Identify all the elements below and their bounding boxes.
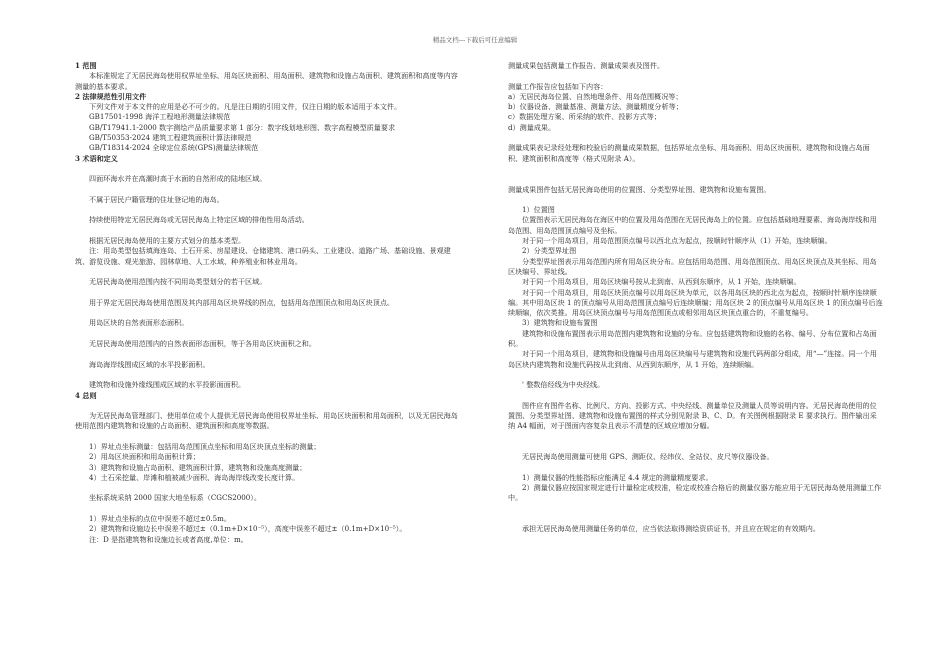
paragraph: 对于同一个用岛项目，建筑物和设施编号由用岛区块编号与建筑物和设施代码两部分组成，用“—”连接。同一个用岛区块内建筑物和设施代码按从北到南、从西到东顺序，从 1 开始，连续顺编。 [508, 349, 877, 369]
section-heading: 3 术语和定义 [75, 153, 118, 163]
paragraph: 承担无居民海岛使用测量任务的单位，应当依法取得测绘资质证书，并且应在规定的有效期内。 [522, 524, 820, 534]
paragraph: GB/T17941.1-2000 数字测绘产品质量要求第 1 部分：数字线划地形图、数字高程模型质量要求 [89, 122, 396, 132]
paragraph: 3）建筑物和设施布置图 [522, 318, 598, 328]
spacer [75, 401, 463, 411]
spacer [75, 483, 463, 493]
paragraph: 位置图表示无居民海岛在海区中的位置及用岛范围在无居民海岛上的位置。应包括基础地理要素、海岛海岸线和用岛范围、用岛范围顶点编号及坐标。 [508, 215, 877, 235]
spacer [508, 370, 883, 380]
paragraph: 本标准规定了无居民海岛使用权界址坐标、用岛区块面积、用岛面积、建筑物和设施占岛面积、建筑面积和高度等内容测量的基本要求。 [75, 71, 458, 91]
spacer [508, 463, 883, 473]
spacer [75, 349, 463, 359]
paragraph: 建筑物和设施外缘线围成区域的水平投影面面积。 [89, 380, 246, 390]
spacer [508, 391, 883, 401]
paragraph: 根据无居民海岛使用的主要方式划分的基本类型。 [89, 236, 246, 246]
paragraph: 对于同一个用岛项目，用岛区块顶点编号以用岛区块为单元，以各用岛区块的西北点为起点，按顺时针顺序连续顺编。其中用岛区块 1 的顶点编号从用岛范围顶点编号后连续顺编；用岛区块 2 的顶点编号从用岛区块 1 的顶点编号后连续顺编，依次类推。用岛区块顶点编号与用岛范围顶点或相邻用岛区块顶点重合的，不重复编号。 [508, 287, 883, 318]
paragraph: 注：用岛类型包括填海连岛、土石开采、房屋建设、仓储建筑、港口码头、工业建设、道路广场、基础设施、景观建筑、游览设施、观光旅游、园林草地、人工水域、种养殖业和林业用岛。 [75, 246, 451, 266]
paragraph: 图件应有图件名称、比例尺、方向、投影方式、中央经线、测量单位及测量人员等说明内容。无居民海岛使用的位置图、分类型界址图、建筑物和设施布置图的样式分别见附录 B、C、D。有关图例根据附录 E 要求执行。图件输出采纳 A4 幅面，对于图面内容复杂且表示不清楚的区域应增加分幅。 [508, 400, 877, 431]
paragraph: 无居民海岛使用范围内按不同用岛类型划分的若干区域。 [89, 277, 267, 287]
spacer [508, 195, 883, 205]
paragraph: 无居民海岛使用范围内的自然表面形态面积，等于各用岛区块面积之和。 [89, 339, 316, 349]
spacer [75, 504, 463, 514]
spacer [75, 226, 463, 236]
spacer [75, 370, 463, 380]
paragraph: 测量工作报告应包括如下内容： [508, 81, 608, 91]
paragraph: 2）用岛区块面积和用岛面积计算； [89, 452, 200, 462]
paragraph: ' 整数倍经线为中央经线。 [522, 380, 605, 390]
paragraph: GB/T18314-2024 全球定位系统(GPS)测量法律规范 [89, 143, 259, 153]
spacer [75, 185, 463, 195]
paragraph: c）数据处理方案、所采纳的软件、投影方式等； [508, 112, 661, 122]
spacer [75, 267, 463, 277]
spacer [508, 164, 883, 185]
paragraph: 坐标系统采纳 2000 国家大地坐标系（CGCS2000）。 [89, 493, 261, 503]
paragraph: 1）界址点坐标测量：包括用岛范围顶点坐标和用岛区块顶点坐标的测量； [89, 441, 321, 451]
paragraph: 测量成果包括测量工作报告、测量成果表及图件。 [508, 61, 665, 70]
right-column [508, 61, 883, 535]
paragraph: 分类型界址图表示用岛范围内所有用岛区块分布。应包括用岛范围、用岛范围顶点、用岛区块顶点及其坐标、用岛区块编号、界址线。 [508, 256, 877, 276]
spacer [508, 71, 883, 81]
paragraph: 2）测量仪器应按国家规定进行计量检定或校准，检定或校准合格后的测量仪器方能应用于无居民海岛使用测量工作中。 [508, 483, 882, 503]
spacer [75, 329, 463, 339]
section-heading: 4 总则 [75, 390, 97, 400]
spacer [75, 205, 463, 215]
paragraph: 四面环海水并在高潮时高于水面的自然形成的陆地区域。 [89, 174, 267, 184]
paragraph: 1）位置图 [522, 205, 555, 215]
paragraph: 1）测量仪器的性能指标应能满足 4.4 规定的测量精度要求。 [522, 472, 713, 482]
spacer [508, 504, 883, 525]
paragraph: 无居民海岛使用测量可使用 GPS、测距仪、经纬仪、全站仪、皮尺等仪器设备。 [522, 452, 774, 462]
paragraph: 2）分类型界址图 [522, 246, 577, 256]
paragraph: GB/T50353-2024 建筑工程建筑面积计算法律规范 [89, 133, 252, 143]
paragraph: 用岛区块的自然表面形态面积。 [89, 318, 189, 328]
paragraph: 持续使用特定无居民海岛或无居民海岛上特定区域的排他性用岛活动。 [89, 215, 309, 225]
spacer [75, 164, 463, 174]
paragraph: 下列文件对于本文件的应用是必不可少的。凡是注日期的引用文件，仅注日期的版本适用于本文件。 [89, 102, 402, 112]
paragraph: a）无居民海岛位置、自然地理条件、用岛范围概况等； [508, 91, 683, 101]
paragraph: 注：D 是指建筑物和设施边长或者高度,单位：m。 [89, 534, 248, 544]
paragraph: 对于同一个用岛项目，用岛区块编号按从北到南、从西到东顺序，从 1 开始，连续顺编。 [522, 277, 801, 287]
paragraph: 海岛海岸线围成区域的水平投影面积。 [89, 359, 210, 369]
paragraph: b）仪器设备、测量基准、测量方法、测量精度分析等； [508, 102, 683, 112]
paragraph: 4）土石采挖量、岸滩和植被减少面积、海岛海岸线改变长度计算。 [89, 472, 300, 482]
paragraph: 不属于居民户籍管理的住址登记地的海岛。 [89, 194, 224, 204]
paragraph: GB17501-1998 海洋工程地形测量法律规范 [89, 112, 231, 122]
paragraph: 1）界址点坐标的点位中误差不超过±0.5m。 [89, 514, 231, 524]
spacer [75, 308, 463, 318]
paragraph: 3）建筑物和设施占岛面积、建筑面积计算，建筑物和设施高度测量； [89, 462, 307, 472]
paragraph: 2）建筑物和设施边长中误差不超过±（0.1m+D×10⁻⁵），高度中误差不超过±（0.1m+D×10⁻⁵）。 [89, 524, 407, 534]
section-heading: 2 法律规范性引用文件 [75, 91, 147, 101]
paragraph: 用于界定无居民海岛使用范围及其内部用岛区块界线的拐点，包括用岛范围顶点和用岛区块顶点。 [89, 297, 395, 307]
left-column [75, 61, 463, 545]
paragraph: 测量成果图件包括无居民海岛使用的位置图、分类型界址图、建筑物和设施布置图。 [508, 184, 771, 194]
spacer [75, 432, 463, 442]
spacer [75, 288, 463, 298]
paragraph: 对于同一个用岛项目，用岛范围顶点编号以西北点为起点，按顺时针顺序从（1）开始，连续顺编。 [522, 236, 832, 246]
section-heading: 1 范围 [75, 61, 97, 70]
paragraph: 测量成果表记录经处理和校验后的测量成果数据，包括界址点坐标、用岛面积、用岛区块面积、建筑物和设施占岛面积、建筑面积和高度等（格式见附录 A）。 [508, 143, 870, 163]
paragraph: 为无居民海岛管理部门、使用单位或个人提供无居民海岛使用权界址坐标、用岛区块面积和用岛面积，以及无居民海岛使用范围内建筑物和设施的占岛面积、建筑面积和高度等数据。 [75, 411, 458, 431]
spacer [508, 432, 883, 453]
paragraph: d）测量成果。 [508, 122, 556, 132]
spacer [508, 133, 883, 143]
page-header: 精品文档---下载后可任意编辑 [432, 36, 518, 44]
paragraph: 建筑物和设施布置图表示用岛范围内建筑物和设施的分布。应包括建筑物和设施的名称、编号、分布位置和占岛面积。 [508, 328, 877, 349]
